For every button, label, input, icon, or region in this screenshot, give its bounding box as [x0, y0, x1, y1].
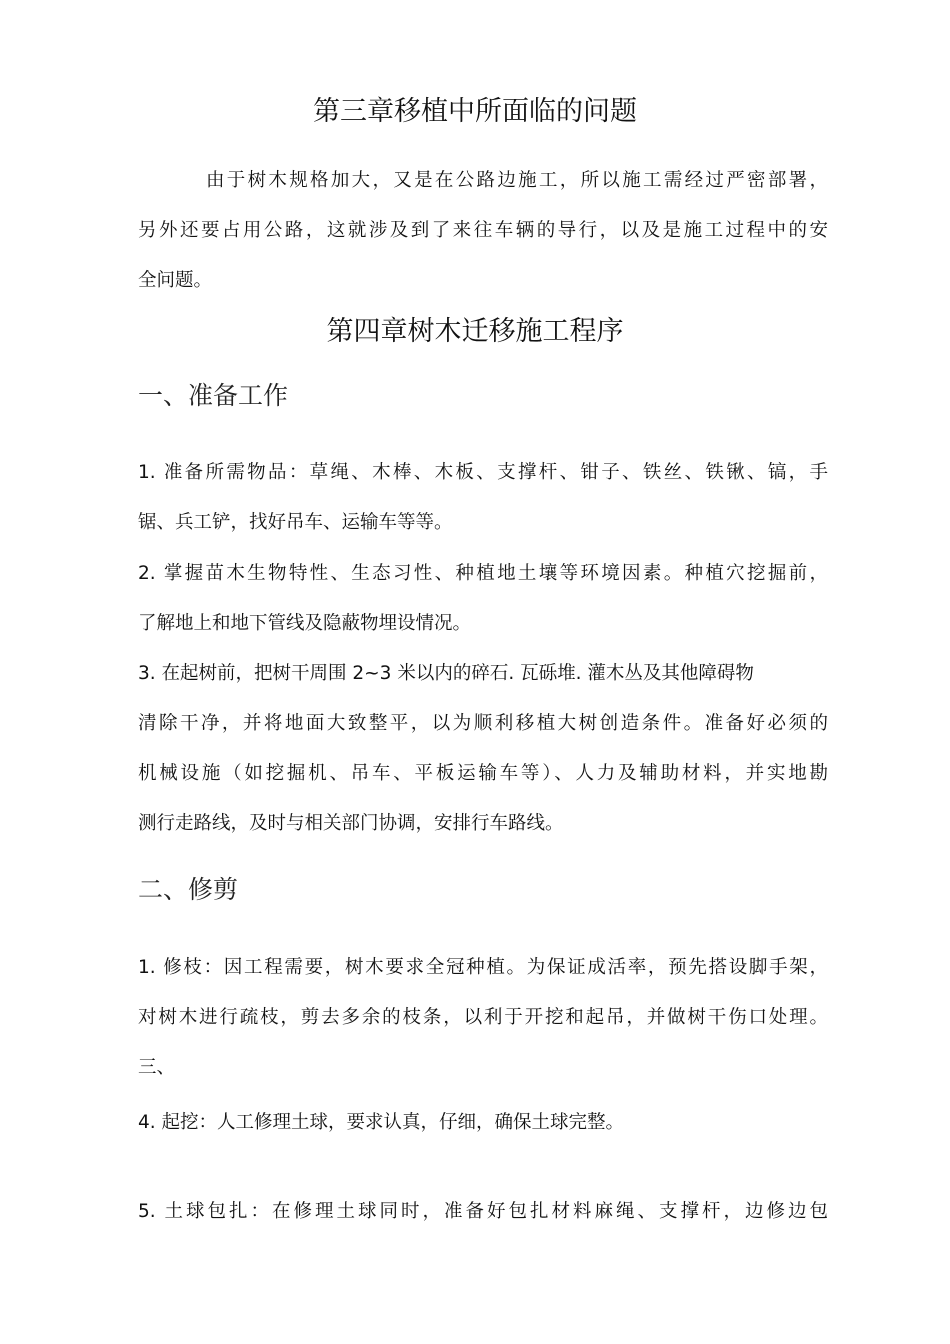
list-item-line: 对树木进行疏枝，剪去多余的枝条，以利于开挖和起吊，并做树干伤口处理。 [138, 1007, 828, 1028]
chapter-4-title: 第四章树木迁移施工程序 [326, 316, 624, 347]
list-item-line: 了解地上和地下管线及隐蔽物埋设情况。 [138, 613, 472, 634]
list-item-line: 3. 在起树前，把树干周围 2~3 米以内的碎石. 瓦砾堆. 灌木丛及其他障碍物 [138, 663, 754, 684]
list-item-line: 4. 起挖：人工修理土球，要求认真，仔细，确保土球完整。 [138, 1112, 625, 1133]
list-item-line: 1. 准备所需物品：草绳、木棒、木板、支撑杆、钳子、铁丝、铁锹、镐，手 [138, 462, 828, 483]
paragraph-line: 全问题。 [138, 270, 213, 291]
section-heading-preparation: 一、准备工作 [138, 381, 289, 410]
list-item-line: 2. 掌握苗木生物特性、生态习性、种植地土壤等环境因素。种植穴挖掘前， [138, 563, 828, 584]
section-3-label: 三、 [138, 1057, 176, 1078]
paragraph-line: 由于树木规格加大，又是在公路边施工，所以施工需经过严密部署， [206, 170, 828, 191]
list-item-line: 5. 土球包扎：在修理土球同时，准备好包扎材料麻绳、支撑杆，边修边包 [138, 1201, 828, 1222]
list-item-line: 清除干净，并将地面大致整平，以为顺利移植大树创造条件。准备好必须的 [138, 713, 828, 734]
paragraph-line: 另外还要占用公路，这就涉及到了来往车辆的导行，以及是施工过程中的安 [138, 220, 828, 241]
list-item-line: 1. 修枝：因工程需要，树木要求全冠种植。为保证成活率，预先搭设脚手架， [138, 957, 828, 978]
section-heading-pruning: 二、修剪 [138, 875, 239, 904]
list-item-line: 锯、兵工铲，找好吊车、运输车等等。 [138, 512, 453, 533]
chapter-3-title: 第三章移植中所面临的问题 [313, 96, 637, 127]
list-item-line: 机械设施（如挖掘机、吊车、平板运输车等）、人力及辅助材料，并实地勘 [138, 763, 828, 784]
list-item-line: 测行走路线，及时与相关部门协调，安排行车路线。 [138, 813, 564, 834]
